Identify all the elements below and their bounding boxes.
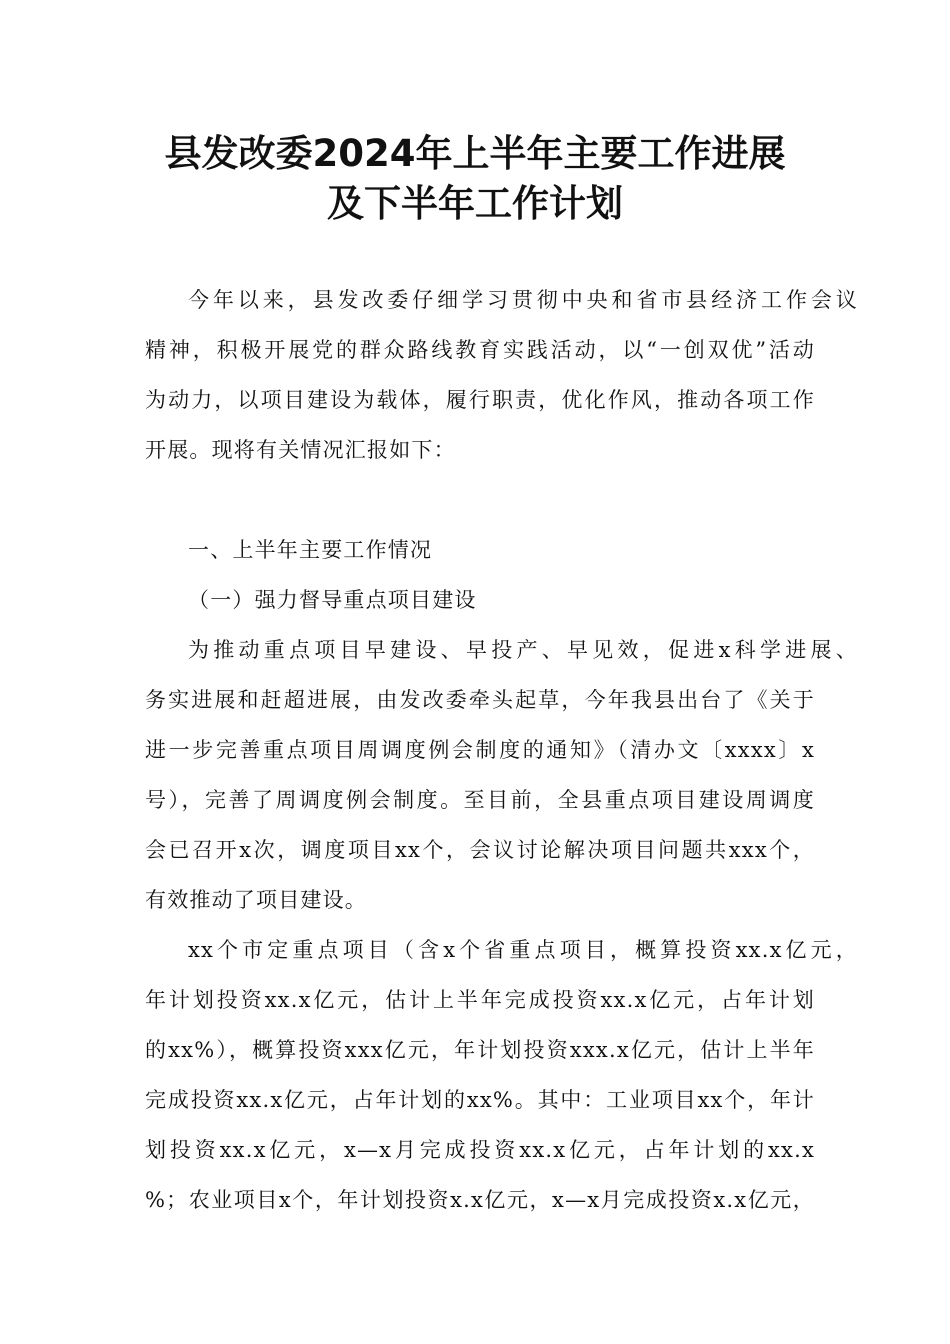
paragraph-line: 会已召开x次，调度项目xx个，会议讨论解决项目问题共xxx个， — [145, 838, 815, 862]
paragraph-line: 年计划投资xx.x亿元，估计上半年完成投资xx.x亿元，占年计划 — [145, 988, 815, 1012]
paragraph-line: 为动力，以项目建设为载体，履行职责，优化作风，推动各项工作 — [145, 388, 815, 412]
paragraph-line: 的xx%），概算投资xxx亿元，年计划投资xxx.x亿元，估计上半年 — [145, 1038, 815, 1062]
paragraph-line: xx个市定重点项目（含x个省重点项目，概算投资xx.x亿元， — [188, 938, 858, 962]
paragraph-line: 精神，积极开展党的群众路线教育实践活动，以“一创双优”活动 — [145, 338, 815, 362]
document-title-line-1: 县发改委2024年上半年主要工作进展 — [164, 132, 786, 175]
document-title-line-2: 及下半年工作计划 — [327, 182, 623, 225]
paragraph-line: 有效推动了项目建设。 — [145, 888, 367, 912]
paragraph-line: %；农业项目x个，年计划投资x.x亿元，x—x月完成投资x.x亿元， — [145, 1188, 815, 1212]
subsection-heading: （一）强力督导重点项目建设 — [188, 588, 477, 612]
paragraph-line: 划投资xx.x亿元，x—x月完成投资xx.x亿元，占年计划的xx.x — [145, 1138, 815, 1162]
section-heading: 一、上半年主要工作情况 — [188, 538, 433, 562]
paragraph-line: 为推动重点项目早建设、早投产、早见效，促进x科学进展、 — [188, 638, 858, 662]
paragraph-line: 号），完善了周调度例会制度。至目前，全县重点项目建设周调度 — [145, 788, 815, 812]
paragraph-line: 完成投资xx.x亿元，占年计划的xx%。其中：工业项目xx个，年计 — [145, 1088, 815, 1112]
paragraph-line: 今年以来，县发改委仔细学习贯彻中央和省市县经济工作会议 — [188, 288, 858, 312]
paragraph-line: 进一步完善重点项目周调度例会制度的通知》（清办文〔xxxx〕x — [145, 738, 815, 762]
paragraph-line: 开展。现将有关情况汇报如下： — [145, 438, 456, 462]
paragraph-line: 务实进展和赶超进展，由发改委牵头起草，今年我县出台了《关于 — [145, 688, 815, 712]
